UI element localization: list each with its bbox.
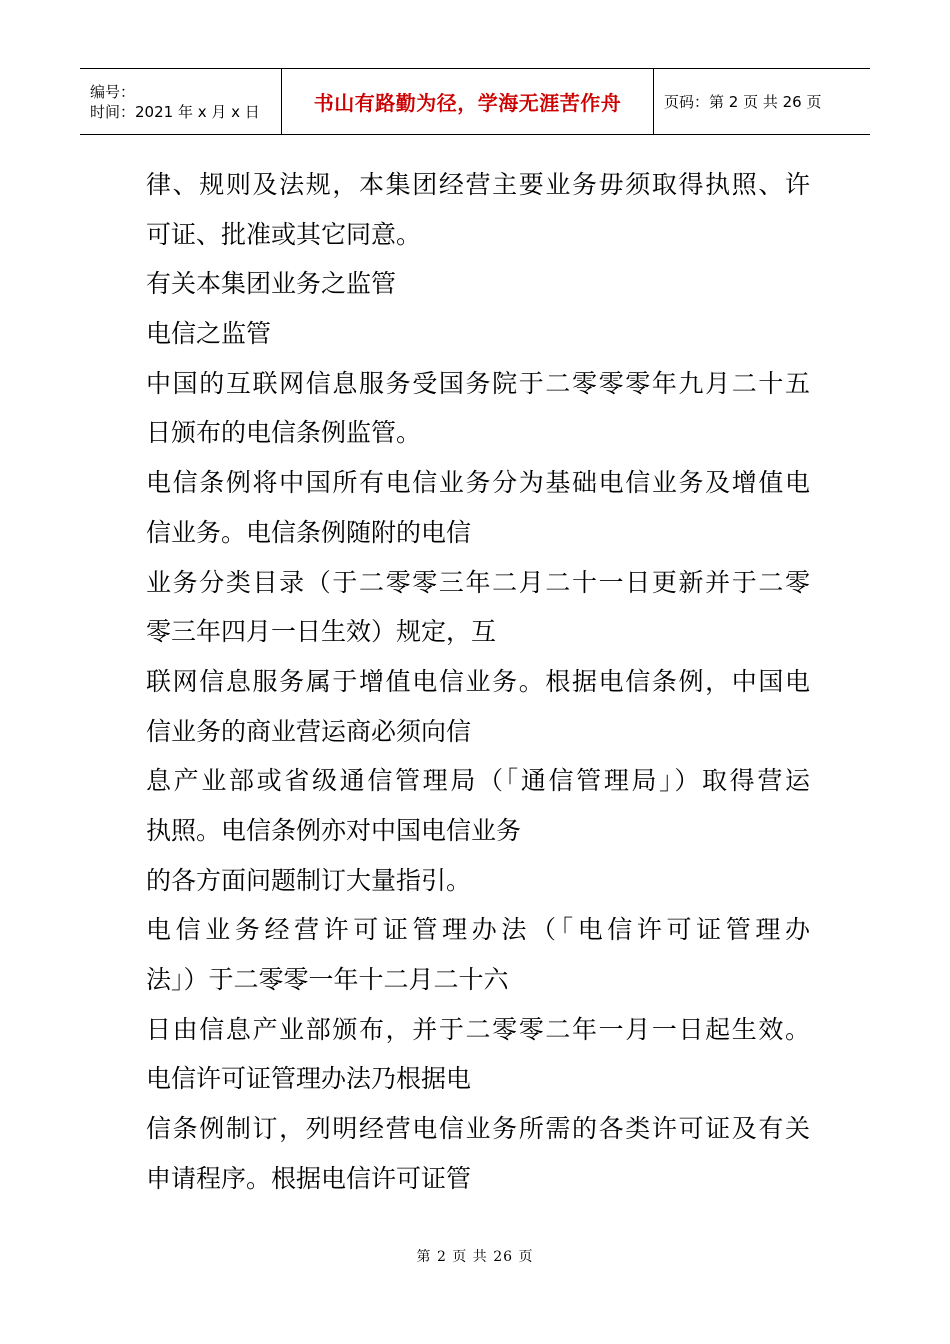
body-line: 业务分类目录（于二零零三年二月二十一日更新并于二零 [146,567,810,597]
body-line: 电信条例将中国所有电信业务分为基础电信业务及增值电 [146,468,810,498]
section-heading: 有关本集团业务之监管 [146,269,397,299]
header-meta-cell [80,69,282,134]
body-line: 息产业部或省级通信管理局（「通信管理局」）取得营运 [146,766,810,796]
header-motto-cell [282,69,654,134]
body-line: 信条例制订，列明经营电信业务所需的各类许可证及有关 [146,1114,810,1144]
body-line: 中国的互联网信息服务受国务院于二零零零年九月二十五 [146,368,810,398]
body-line: 信业务。电信条例随附的电信 [146,517,472,547]
body-line: 联网信息服务属于增值电信业务。根据电信条例，中国电 [146,666,810,696]
body-line: 申请程序。根据电信许可证管 [146,1163,472,1193]
footer-page-number: 第 2 页 共 26 页 [416,1249,534,1265]
body-line: 律、规则及法规，本集团经营主要业务毋须取得执照、许 [146,170,810,199]
header-motto: 书山有路勤为径，学海无涯苦作舟 [313,91,622,115]
body-line: 的各方面问题制订大量指引。 [146,865,472,895]
page-footer [0,1246,950,1266]
page-header [80,68,870,135]
body-line: 电信业务经营许可证管理办法（「电信许可证管理办 [146,915,810,945]
body-line: 零三年四月一日生效）规定，互 [146,617,497,647]
header-page-cell [654,69,870,134]
document-number: 编号： [90,82,136,101]
body-line: 法」）于二零零一年十二月二十六 [146,965,509,994]
body-line: 可证、批准或其它同意。 [146,219,422,249]
header-page-info: 页码：第 2 页 共 26 页 [664,93,822,111]
document-date: 时间：2021 年 x 月 x 日 [90,102,260,121]
body-line: 电信许可证管理办法乃根据电 [146,1064,472,1094]
subsection-heading: 电信之监管 [146,319,272,349]
document-body [146,160,810,1203]
body-line: 日颁布的电信条例监管。 [146,418,422,448]
body-line: 日由信息产业部颁布，并于二零零二年一月一日起生效。 [146,1014,810,1044]
body-line: 信业务的商业营运商必须向信 [146,716,472,746]
body-line: 执照。电信条例亦对中国电信业务 [146,815,522,845]
